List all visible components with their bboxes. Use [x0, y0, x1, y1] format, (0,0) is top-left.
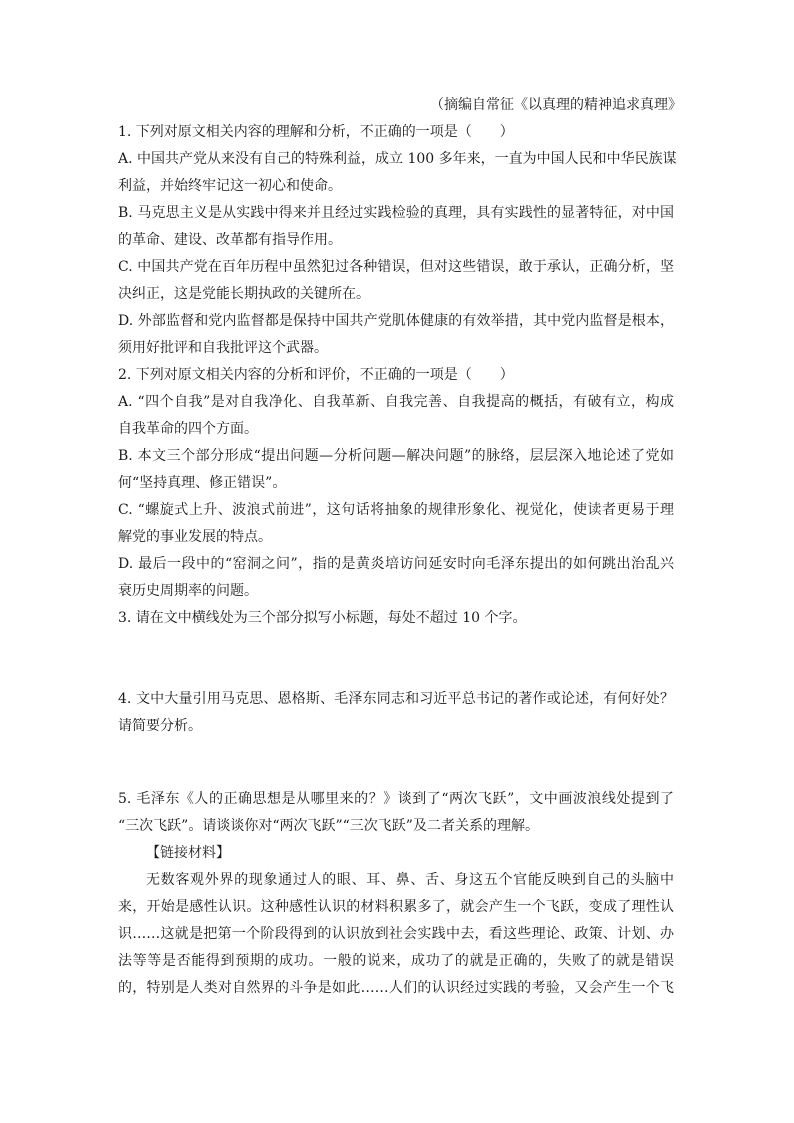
option-line: C. “螺旋式上升、波浪式前进”，这句话将抽象的规律形象化、视觉化，使读者更易于理	[118, 502, 674, 518]
option-line: 解党的事业发展的特点。	[118, 529, 272, 545]
option-line: D. 外部监督和党内监督都是保持中国共产党肌体健康的有效举措，其中党内监督是根本，	[118, 313, 674, 329]
option-a	[118, 146, 677, 200]
option-line: 利益，并始终牢记这一初心和使命。	[118, 178, 342, 194]
link-material-line: 无数客观外界的现象通过人的眼、耳、鼻、舌、身这五个官能反映到自己的头脑中	[146, 872, 674, 888]
link-material-heading: 【链接材料】	[146, 845, 230, 861]
option-line: 的革命、建设、改革都有指导作用。	[118, 232, 342, 248]
link-material-line: 来，开始是感性认识。这种感性认识的材料积累多了，就会产生一个飞跃，变成了理性认	[118, 899, 674, 915]
question-stem: 5. 毛泽东《人的正确思想是从哪里来的？》谈到了“两次飞跃”，文中画波浪线处提到了	[118, 791, 674, 807]
link-material	[118, 840, 674, 1002]
question-stem: 2. 下列对原文相关内容的分析和评价，不正确的一项是（ ）	[118, 367, 514, 383]
question-stem: 1. 下列对原文相关内容的理解和分析，不正确的一项是（ ）	[118, 124, 514, 140]
answer-space	[118, 632, 674, 686]
answer-space	[118, 740, 674, 786]
link-material-line: 识……这就是把第一个阶段得到的认识放到社会实践中去，看这些理论、政策、计划、办	[118, 926, 674, 942]
question-stem: “三次飞跃”。请谈谈你对“两次飞跃”“三次飞跃”及二者关系的理解。	[118, 818, 539, 834]
question-stem: 4. 文中大量引用马克思、恩格斯、毛泽东同志和习近平总书记的著作或论述，有何好处？	[118, 691, 674, 707]
option-b	[118, 200, 674, 254]
option-c	[118, 497, 674, 551]
option-line: B. 本文三个部分形成“提出问题—分析问题—解决问题”的脉络，层层深入地论述了党如	[118, 448, 674, 464]
option-d	[118, 308, 674, 362]
option-line: A. “四个自我”是对自我净化、自我革新、自我完善、自我提高的概括，有破有立，构成	[118, 394, 674, 410]
question-stem: 请简要分析。	[118, 718, 202, 734]
link-material-line: 的，特别是人类对自然界的斗争是如此……人们的认识经过实践的考验，又会产生一个飞	[118, 980, 674, 996]
document-content	[118, 92, 682, 1002]
question-5	[118, 786, 674, 840]
link-material-line: 法等等是否能得到预期的成功。一般的说来，成功了的就是正确的，失败了的就是错误	[118, 953, 674, 969]
option-line: 须用好批评和自我批评这个武器。	[118, 340, 328, 356]
option-line: D. 最后一段中的“窑洞之问”，指的是黄炎培访问延安时向毛泽东提出的如何跳出治乱兴	[118, 556, 674, 572]
option-line: 决纠正，这是党能长期执政的关键所在。	[118, 286, 370, 302]
option-line: 何“坚持真理、修正错误”。	[118, 475, 287, 491]
option-b	[118, 443, 674, 497]
option-line: B. 马克思主义是从实践中得来并且经过实践检验的真理，具有实践性的显著特征，对中国	[118, 205, 674, 221]
option-c	[118, 254, 674, 308]
question-3	[118, 605, 674, 632]
question-1	[118, 119, 677, 362]
option-line: C. 中国共产党在百年历程中虽然犯过各种错误，但对这些错误，敢于承认，正确分析，坚	[118, 259, 674, 275]
question-stem: 3. 请在文中横线处为三个部分拟写小标题，每处不超过 10 个字。	[118, 610, 527, 626]
option-a	[118, 389, 674, 443]
question-4	[118, 686, 674, 740]
option-line: 自我革命的四个方面。	[118, 421, 258, 437]
option-line: A. 中国共产党从来没有自己的特殊利益，成立 100 多年来，一直为中国人民和中华民族谋	[118, 151, 677, 167]
source-citation: （摘编自常征《以真理的精神追求真理》	[430, 97, 682, 113]
option-d	[118, 551, 674, 605]
option-line: 衰历史周期率的问题。	[118, 583, 258, 599]
question-2	[118, 362, 674, 605]
